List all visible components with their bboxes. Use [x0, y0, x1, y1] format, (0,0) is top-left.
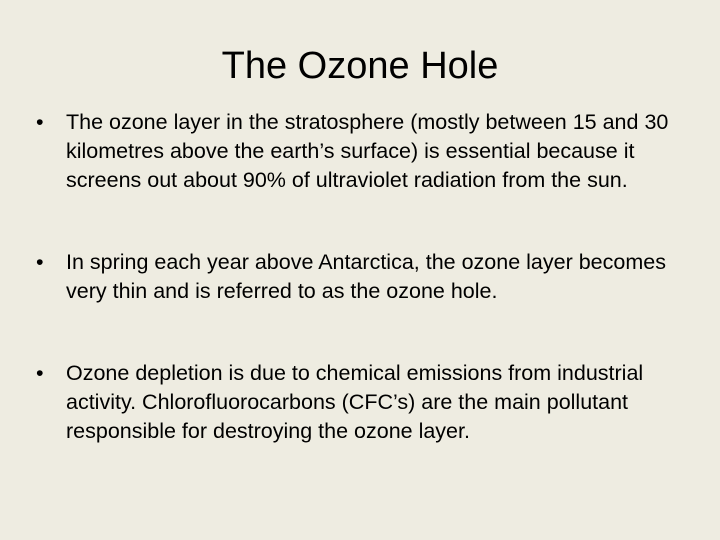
bullet-item-cfc: [36, 359, 686, 446]
bullet-list: [36, 108, 686, 446]
bullet-text: Ozone depletion is due to chemical emissions from industrial activity. Chlorofluorocarbons (CFC’s) are the main pollutant responsible for destroying the ozone layer.: [66, 361, 644, 443]
bullet-icon: •: [36, 110, 44, 134]
bullet-icon: •: [36, 361, 44, 385]
slide-title: The Ozone Hole: [221, 45, 499, 87]
bullet-item-ultraviolet: [36, 108, 686, 195]
bullet-item-antarctica: [36, 248, 686, 306]
bullet-text: In spring each year above Antarctica, the ozone layer becomes very thin and is referred to as the ozone hole.: [66, 250, 666, 303]
bullet-text: The ozone layer in the stratosphere (mostly between 15 and 30 kilometres above the earth’s surface) is essential because it screens out about 90% of ultraviolet radiation from the sun.: [66, 110, 669, 192]
bullet-icon: •: [36, 250, 44, 274]
